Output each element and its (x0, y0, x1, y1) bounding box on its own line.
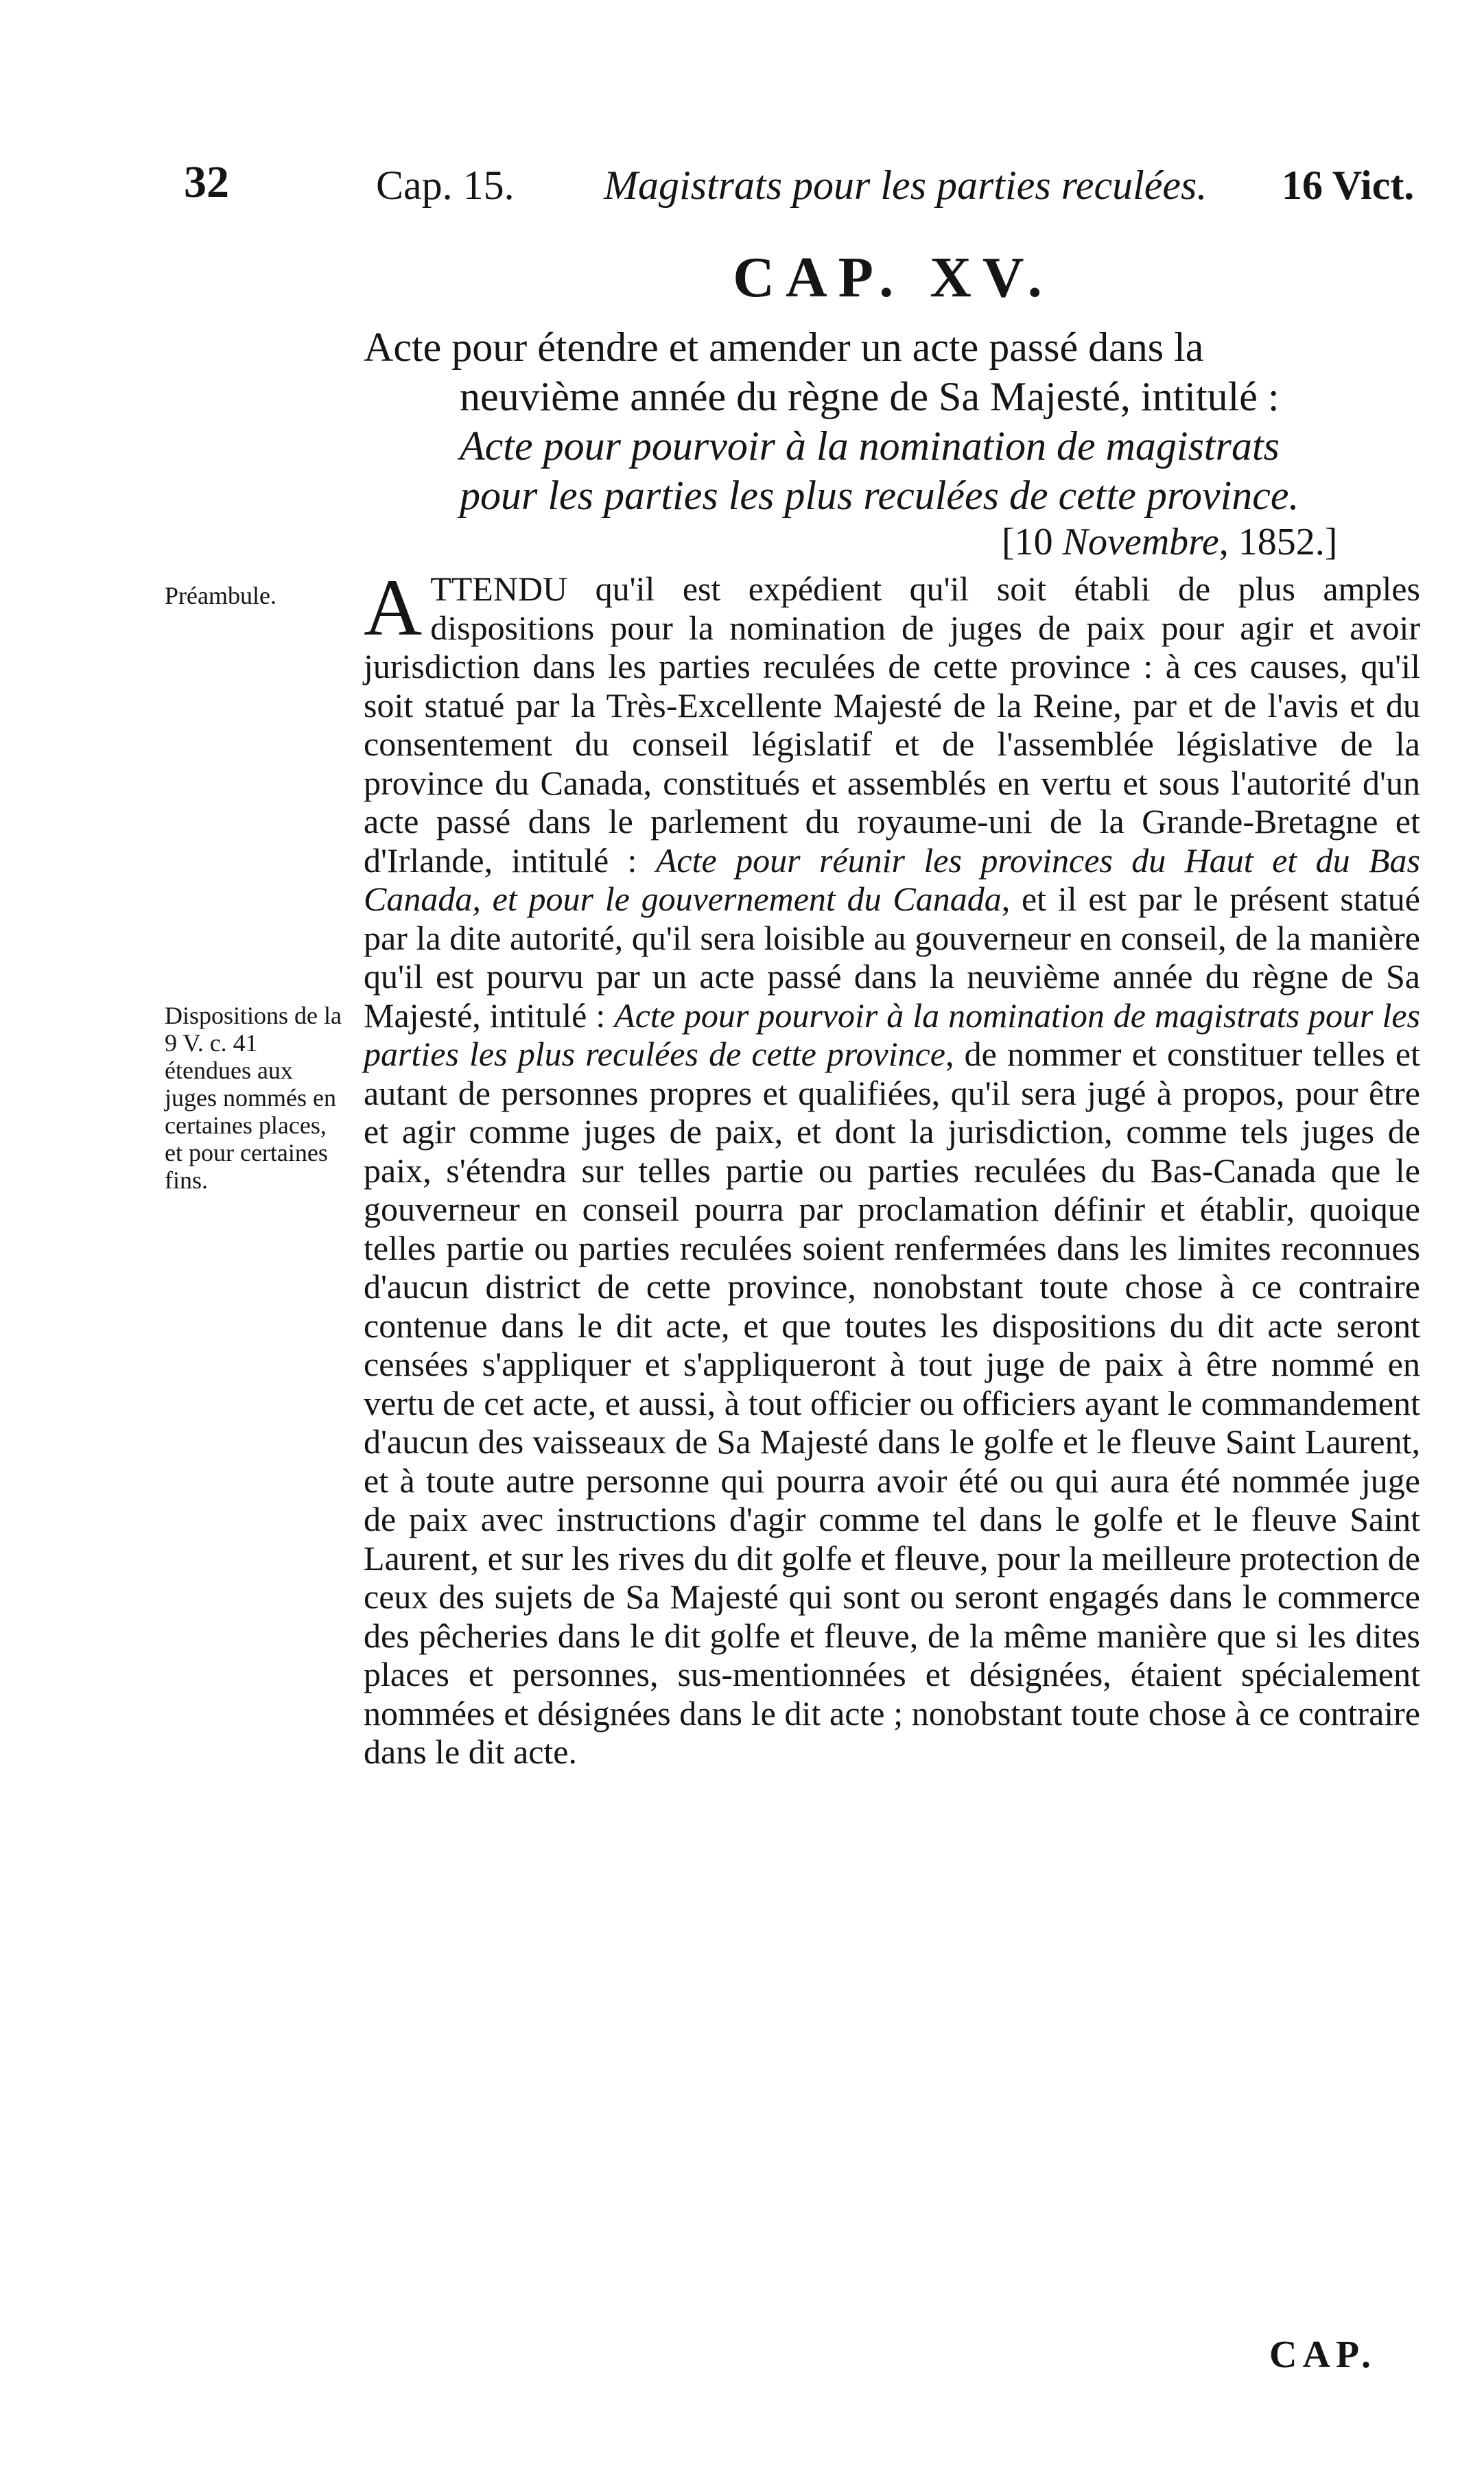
body-paragraph (364, 563, 1420, 1772)
page-number: 32 (184, 157, 229, 207)
drop-cap: A (364, 563, 423, 653)
body-text-2: , et il est par le présent statué par la dite autorité, qu'il sera loisible au gouverneur en conseil, de la manière qu'il est pourvu par un acte passé dans la neuvième année du règne de Sa Majesté, intitulé : (364, 880, 1420, 1035)
chapter-label: Cap. 15. (376, 163, 515, 208)
chapter-title: CAP. XV. (733, 246, 1053, 309)
date-open: [10 (1002, 521, 1063, 563)
act-title-line-3: Acte pour pourvoir à la nomination de magistrats (460, 423, 1280, 469)
margin-note-dispositions: Dispositions de la 9 V. c. 41 étendues aux juges nommés en certaines places, et pour certaines fins. (165, 1002, 342, 1194)
act-title-line-2: neuvième année du règne de Sa Majesté, intitulé : (460, 374, 1280, 419)
enactment-date (1002, 521, 1337, 563)
act-title-line-4: pour les parties les plus reculées de cette province. (460, 473, 1299, 518)
running-title: Magistrats pour les parties reculées. (604, 163, 1208, 208)
regnal-year: 16 Vict. (1282, 163, 1415, 208)
act-title-line-1: Acte pour étendre et amender un acte passé dans la (364, 325, 1204, 370)
body-italic-2: Acte pour pourvoir à la nomination de magistrats pour les parties les plus reculées de cette province (364, 996, 1420, 1073)
act-title (364, 322, 1420, 520)
body-text-3: , de nommer et constituer telles et autant de personnes propres et qualifiées, qu'il sera jugé à propos, pour être et agir comme juges de paix, et dont la jurisdiction, comme tels juges de paix, s'étendra sur telles partie ou parties reculées du Bas-Canada que le gouverneur en conseil pourra par proclamation définir et établir, quoique telles partie ou parties reculées soient renfermées dans les limites reconnues d'aucun district de cette province, nonobstant toute chose à ce contraire contenue dans le dit acte, et que toutes les dispositions du dit acte seront censées s'appliquer et s'appliqueront à tout juge de paix à être nommé en vertu de cet acte, et aussi, à tout officier ou officiers ayant le commandement d'aucun des vaisseaux de Sa Majesté dans le golfe et le fleuve Saint Laurent, et à toute autre personne qui pourra avoir été ou qui aura été nommée juge de paix avec instructions d'agir comme tel dans le golfe et le fleuve Saint Laurent, et sur les rives du dit golfe et fleuve, pour la meilleure protection de ceux des sujets de Sa Majesté qui sont ou seront engagés dans le commerce des pêcheries dans le dit golfe et fleuve, de la même manière que si les dites places et personnes, sus-mentionnées et désignées, étaient spécialement nommées et désignées dans le dit acte ; nonobstant toute chose à ce contraire dans le dit acte. (364, 1035, 1420, 1771)
body-italic-1: Acte pour réunir les provinces du Haut et du Bas Canada, et pour le gouvernement du Canada (364, 841, 1420, 918)
act-body (364, 563, 1420, 1772)
body-text-1: TTENDU qu'il est expédient qu'il soit établi de plus amples dispositions pour la nomination de juges de paix pour agir et avoir jurisdiction dans les parties reculées de cette province : à ces causes, qu'il soit statué par la Très-Excellente Majesté de la Reine, par et de l'avis et du consentement du conseil législatif et de l'assemblée législative de la province du Canada, constitués et assemblés en vertu et sous l'autorité d'un acte passé dans le parlement du royaume-uni de la Grande-Bretagne et d'Irlande, intitulé : (364, 569, 1420, 880)
date-rest: , 1852.] (1218, 521, 1338, 563)
margin-note-preamble: Préambule. (165, 582, 276, 609)
catchword: CAP. (1269, 2334, 1376, 2376)
date-month: Novembre (1062, 521, 1219, 563)
